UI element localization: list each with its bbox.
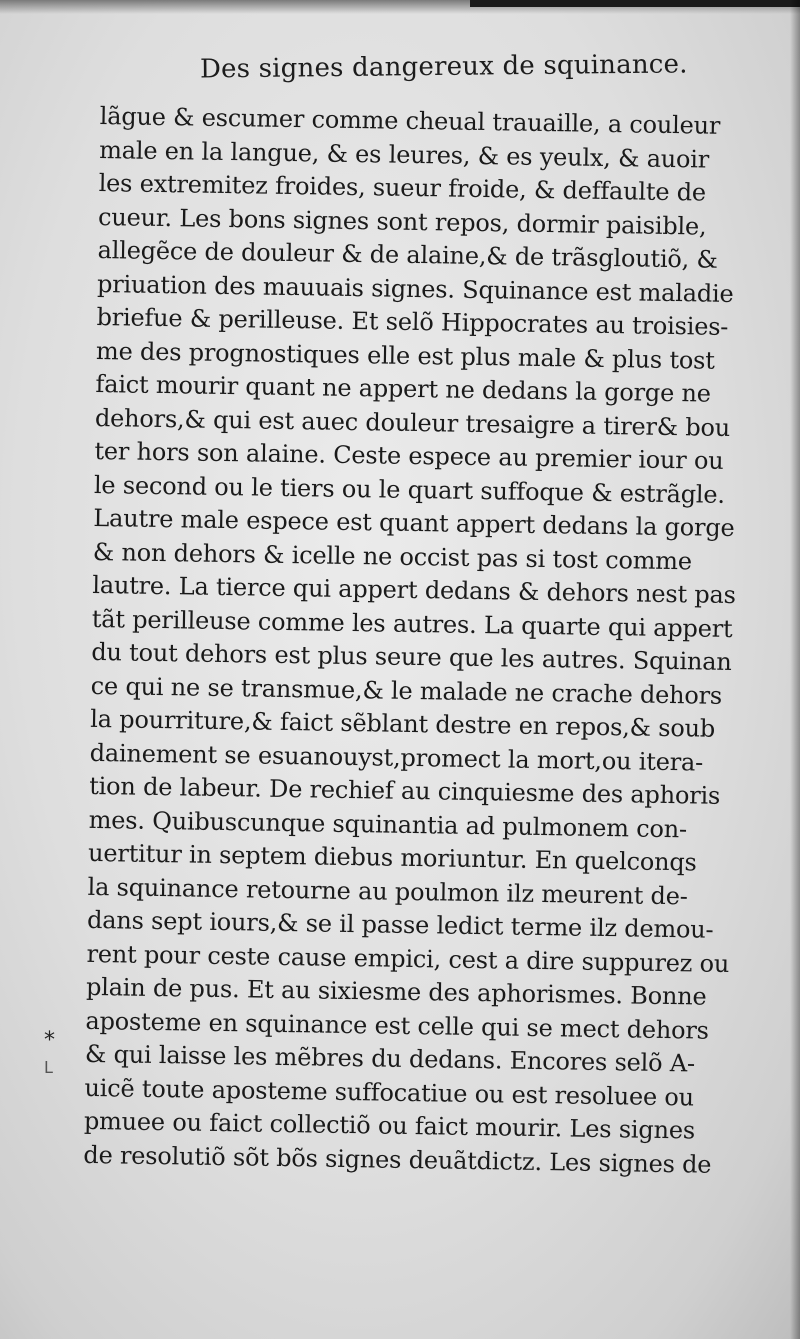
text-line: ce qui ne se transmue,& le malade ne crache dehors [90,671,723,710]
text-line: tãt perilleuse comme les autres. La quarte qui appert [91,604,733,643]
text-line: la squinance retourne au poulmon ilz meurent de- [87,872,688,910]
text-line: allegẽce de douleur & de alaine,& de trãsgloutiõ, & [97,235,718,274]
text-line: dehors,& qui est auec douleur tresaigre a tirer& bou [94,403,731,442]
text-line: & non dehors & icelle ne occist pas si tost comme [92,537,693,575]
text-line: male en la langue, & es leures, & es yeulx, & auoir [99,135,710,174]
text-line: de resolutiõ sõt bõs signes deuãtdictz. Les signes de [83,1140,712,1179]
text-line: la pourriture,& faict sẽblant destre en repos,& soub [90,704,716,743]
text-line: uicẽ toute aposteme suffocatiue ou est resoluee ou [84,1073,695,1111]
margin-tick-mark: ᒪ [44,1058,53,1077]
text-line: faict mourir quant ne appert ne dedans la gorge ne [95,369,712,408]
text-line: lãgue & escumer comme cheual trauaille, a couleur [99,101,721,140]
running-head: Des signes dangereux de squinance. [199,49,688,85]
page-right-edge [790,0,800,1339]
text-line: dans sept iours,& se il passe ledict terme ilz demou- [86,905,714,944]
text-line: rent pour ceste cause empici, cest a dire suppurez ou [86,939,730,978]
page-top-binding [470,0,800,7]
text-line: dainement se esuanouyst,promect la mort,ou itera- [89,738,704,777]
text-line: lautre. La tierce qui appert dedans & dehors nest pas [92,570,736,610]
text-line: les extremitez froides, sueur froide, & deffaulte de [98,168,707,207]
text-line: plain de pus. Et au sixiesme des aphorismes. Bonne [85,972,707,1011]
text-line: Lautre male espece est quant appert dedans la gorge [93,503,735,543]
body-text [83,100,740,1182]
text-line: pmuee ou faict collectiõ ou faict mourir. Les signes [83,1106,696,1145]
text-line: uertitur in septem diebus moriuntur. En quelconqs [87,838,697,877]
text-line: briefue & perilleuse. Et selõ Hippocrates au troisies- [96,302,729,341]
text-line: & qui laisse les mẽbres du dedans. Encores selõ A- [84,1039,696,1078]
text-line: mes. Quibuscunque squinantia ad pulmonem con- [88,805,688,843]
text-line: cueur. Les bons signes sont repos, dormir paisible, [97,202,707,241]
text-line: aposteme en squinance est celle qui se mect dehors [85,1006,709,1045]
text-line: priuation des mauuais signes. Squinance est maladie [96,269,734,308]
margin-asterisk-mark: * [44,1028,55,1053]
text-line: le second ou le tiers ou le quart suffoque & estrãgle. [93,470,726,509]
text-line: du tout dehors est plus seure que les autres. Squinan [91,637,732,676]
text-line: me des prognostiques elle est plus male & plus tost [95,336,715,375]
text-line: tion de labeur. De rechief au cinquiesme des aphoris [89,771,721,810]
text-line: ter hors son alaine. Ceste espece au premier iour ou [94,436,724,475]
